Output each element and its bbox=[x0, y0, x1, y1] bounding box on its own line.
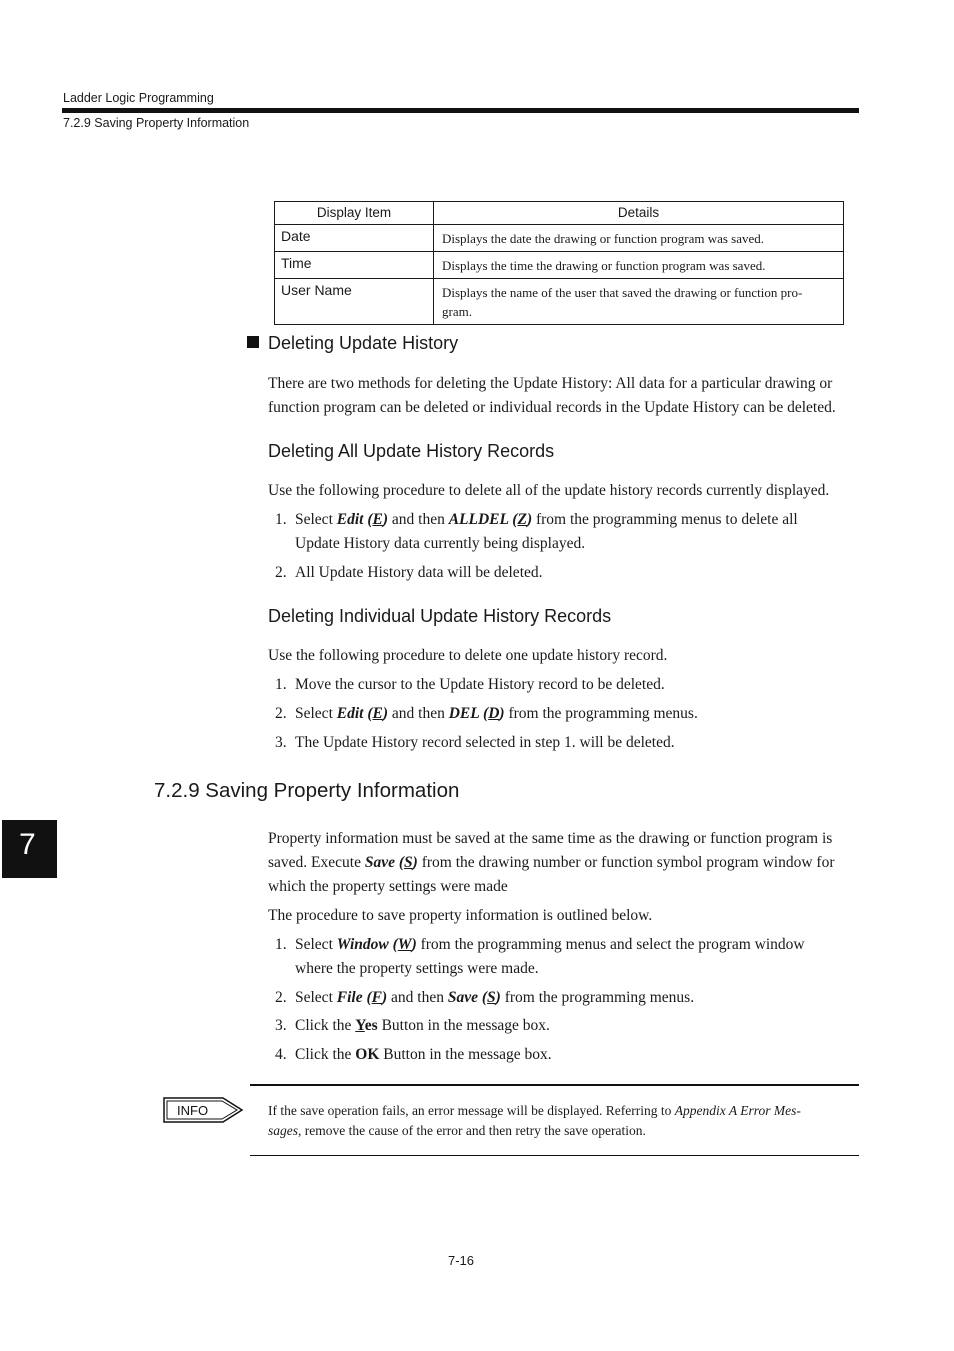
property-paragraph-1: Property information must be saved at the same time as the drawing or function program is saved. Execute Save (S) from the drawing number or function symbol program window for which the property settings were made bbox=[268, 830, 835, 895]
details-line: gram. bbox=[442, 304, 472, 319]
section-heading: 7.2.9 Saving Property Information bbox=[154, 779, 460, 802]
property-display-table bbox=[274, 201, 844, 325]
table-row bbox=[275, 225, 844, 252]
table-header-row bbox=[275, 202, 844, 225]
info-icon bbox=[163, 1096, 245, 1129]
running-header-section: 7.2.9 Saving Property Information bbox=[63, 116, 250, 130]
square-bullet-icon bbox=[247, 336, 259, 348]
chapter-tab-number: 7 bbox=[19, 828, 36, 861]
table-row bbox=[275, 279, 844, 325]
table-cell-details: Displays the date the drawing or function program was saved. bbox=[434, 225, 844, 252]
table-cell-details: Displays the time the drawing or function program was saved. bbox=[434, 252, 844, 279]
table-cell-item: Date bbox=[275, 225, 434, 252]
header-rule bbox=[62, 108, 859, 113]
delete-all-heading: Deleting All Update History Records bbox=[268, 441, 555, 461]
table-header-display-item: Display Item bbox=[275, 202, 434, 225]
page-number: 7-16 bbox=[448, 1253, 475, 1268]
info-note-text: If the save operation fails, an error message will be displayed. Referring to Appendix A Error Mes- sages, remove the cause of the error and then retry the save operation. bbox=[268, 1103, 801, 1138]
property-paragraph-2: The procedure to save property information is outlined below. bbox=[268, 907, 653, 924]
delete-individual-intro: Use the following procedure to delete one update history record. bbox=[268, 647, 668, 664]
running-header-chapter: Ladder Logic Programming bbox=[63, 91, 214, 105]
table-header-details: Details bbox=[434, 202, 844, 225]
deleting-update-history-heading: Deleting Update History bbox=[247, 333, 458, 354]
table-cell-details bbox=[434, 279, 844, 325]
info-rule-top bbox=[250, 1084, 859, 1086]
info-icon-label: INFO bbox=[177, 1103, 209, 1118]
deleting-intro-paragraph: There are two methods for deleting the Update History: All data for a particular drawing or function program can be deleted or individual records in the Update History can be deleted. bbox=[268, 375, 836, 416]
info-rule-bottom bbox=[250, 1155, 859, 1156]
table-cell-item: Time bbox=[275, 252, 434, 279]
delete-all-intro: Use the following procedure to delete all of the update history records currently displayed. bbox=[268, 482, 830, 499]
delete-individual-heading: Deleting Individual Update History Records bbox=[268, 606, 612, 626]
chapter-tab bbox=[2, 820, 57, 878]
table-row bbox=[275, 252, 844, 279]
details-line: Displays the name of the user that saved the drawing or function pro- bbox=[442, 285, 803, 300]
table-cell-item: User Name bbox=[275, 279, 434, 325]
